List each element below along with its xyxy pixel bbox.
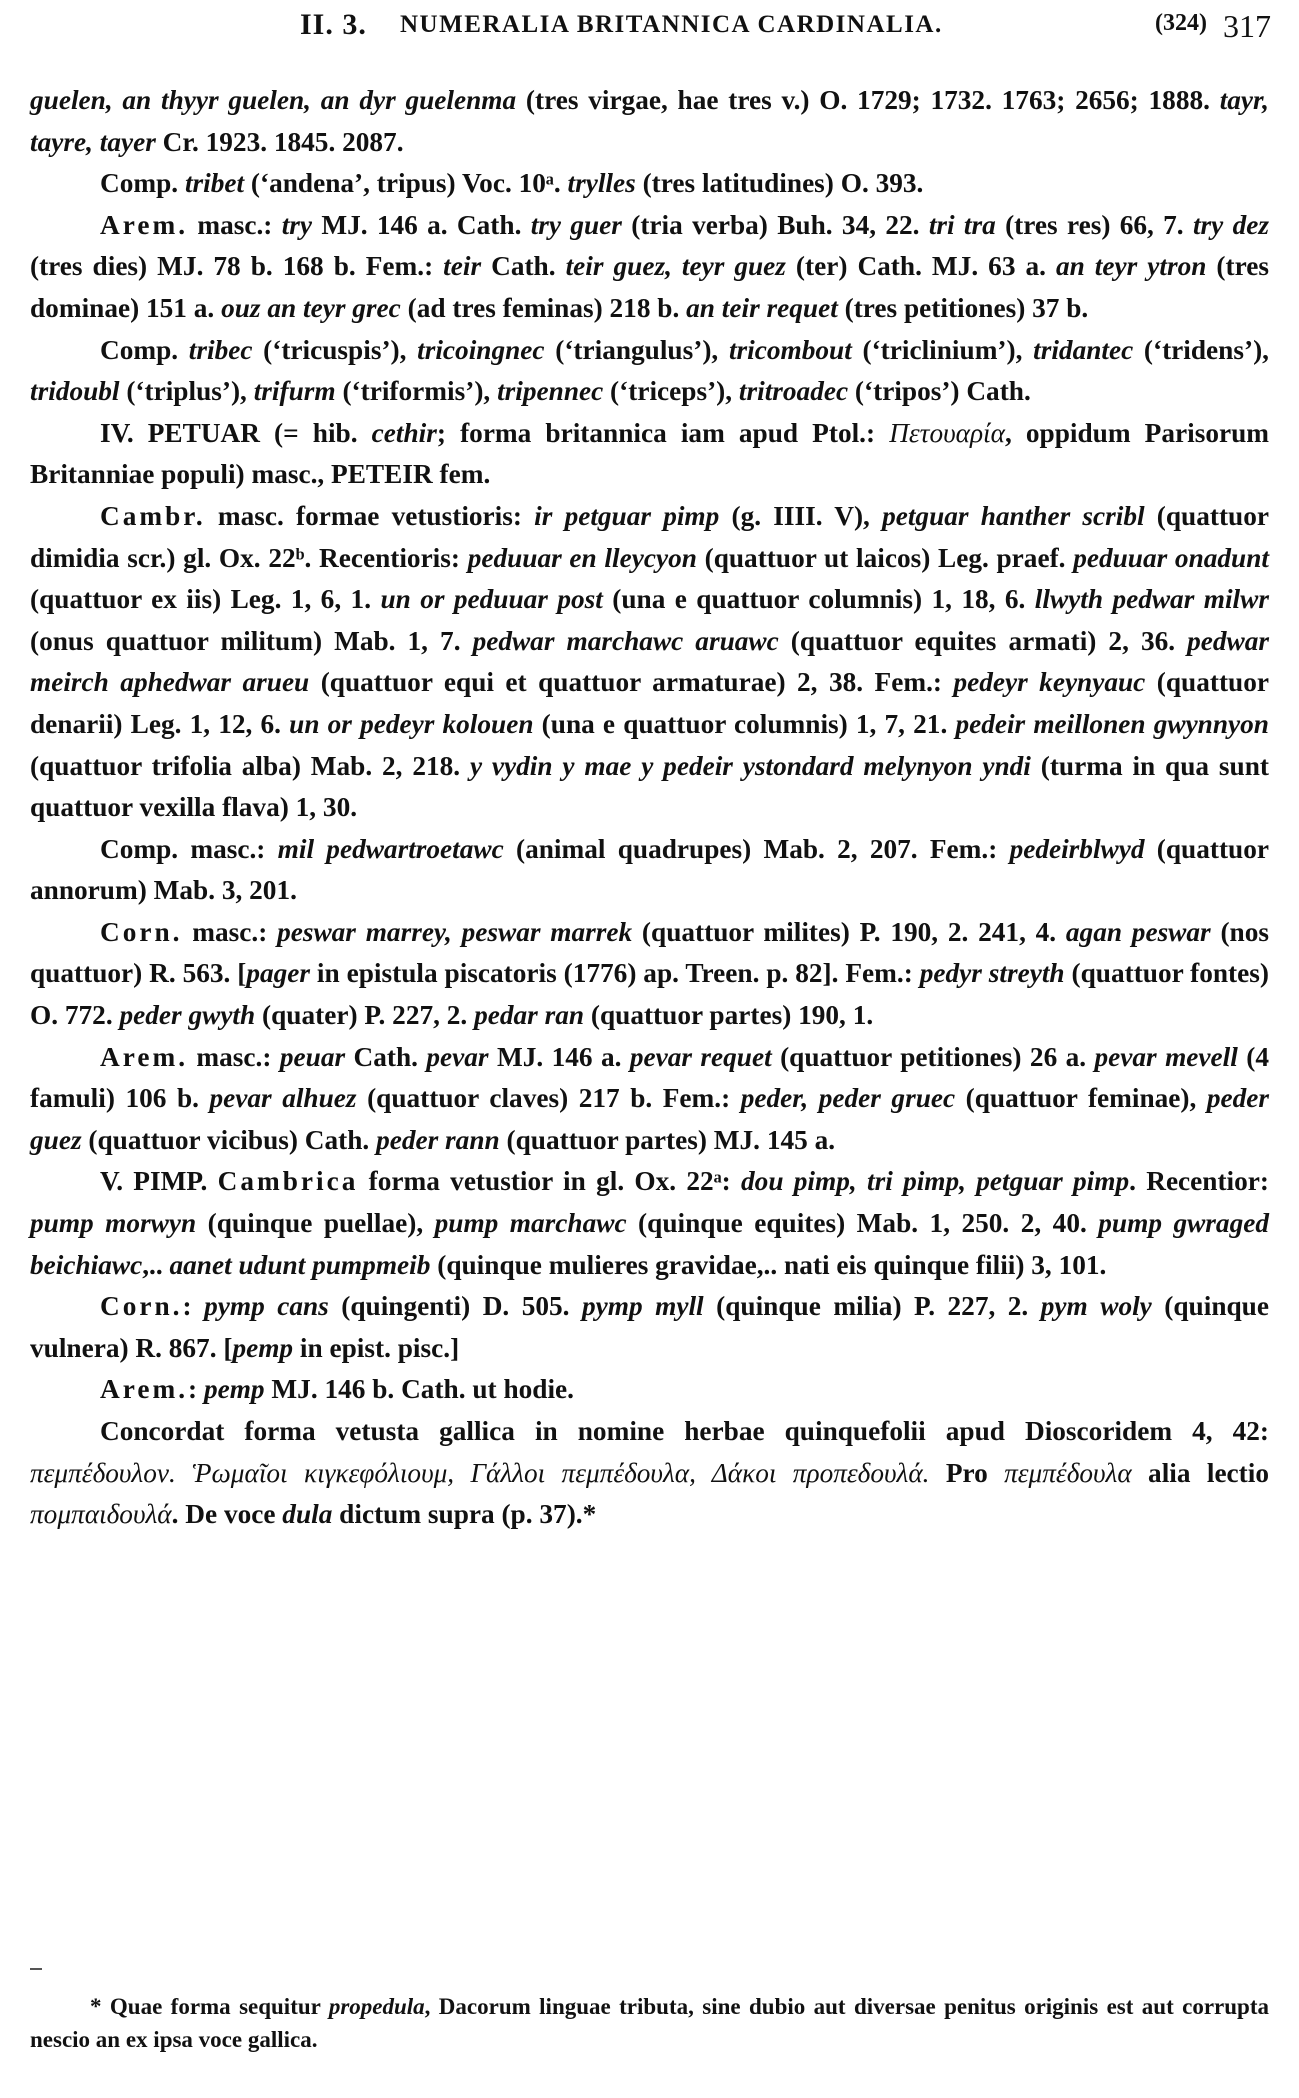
running-head bbox=[30, 8, 1269, 54]
text-run: (tres latitudines) O. 393. bbox=[635, 168, 924, 199]
greek-text: πεμπέδουλα bbox=[1004, 1457, 1132, 1488]
italic-term: try guer bbox=[530, 209, 622, 240]
greek-text: Πετουαρία bbox=[889, 417, 1005, 448]
text-run: (quattuor vicibus) Cath. bbox=[81, 1124, 377, 1155]
italic-term: peduuar en lleycyon bbox=[467, 542, 697, 573]
text-run: in epistula piscatoris (1776) ap. Treen. p. 82]. Fem.: bbox=[310, 958, 920, 989]
text-run: Pro bbox=[929, 1457, 1005, 1488]
language-label: Corn. bbox=[100, 916, 183, 947]
italic-term: pedyr streyth bbox=[919, 958, 1065, 989]
italic-term: un or peduuar post bbox=[380, 584, 603, 615]
italic-term: peduuar onadunt bbox=[1073, 542, 1270, 573]
text-run: (quattuor fontes) O. 772. bbox=[30, 958, 1269, 1031]
text-run: , Dacorum linguae tributa, sine dubio aut diversae penitus originis est aut corrupta nescio an ex ipsa voce gallica. bbox=[30, 1994, 1269, 2052]
footnote-rule bbox=[30, 1968, 42, 1970]
text-run: (quinque mulieres gravidae,.. nati eis quinque filii) 3, 101. bbox=[430, 1249, 1107, 1280]
text-run: (quinque vulnera) R. 867. [ bbox=[30, 1291, 1269, 1363]
text-run: (quattuor annorum) Mab. 3, 201. bbox=[30, 833, 1269, 906]
text-run: (ter) Cath. MJ. 63 a. bbox=[785, 251, 1056, 282]
italic-term: cethir bbox=[371, 417, 437, 448]
text-run: (ad tres feminas) 218 b. bbox=[400, 292, 687, 323]
text-run: (‘triplus’), bbox=[119, 376, 254, 407]
italic-term: llwyth pedwar milwr bbox=[1034, 584, 1269, 615]
text-run: Cr. 1923. 1845. 2087. bbox=[155, 126, 404, 157]
italic-term: peuar bbox=[279, 1041, 346, 1072]
text-run: (4 famuli) 106 b. bbox=[30, 1041, 1269, 1114]
text-run: (quattuor milites) P. 190, 2. 241, 4. bbox=[632, 916, 1066, 947]
italic-term: pevar alhuez bbox=[209, 1083, 357, 1114]
text-run: (quattuor claves) 217 b. Fem.: bbox=[356, 1083, 741, 1114]
text-run: (quattuor trifolia alba) Mab. 2, 218. bbox=[30, 750, 470, 781]
text-run: V. PIMP. bbox=[100, 1166, 218, 1197]
text-run: (quattuor feminae), bbox=[955, 1083, 1207, 1114]
italic-term: try bbox=[281, 209, 313, 240]
text-run: (una e quattuor columnis) 1, 18, 6. bbox=[602, 584, 1035, 615]
italic-term: peswar marrey, peswar marrek bbox=[277, 916, 633, 947]
text-run: (tres dies) MJ. 78 b. 168 b. Fem.: bbox=[30, 251, 444, 282]
italic-term: pedwar marchawc aruawc bbox=[472, 625, 779, 656]
paragraph bbox=[30, 1286, 1269, 1369]
paragraph bbox=[30, 912, 1269, 1037]
text-run: (quattuor partes) MJ. 145 a. bbox=[499, 1124, 836, 1155]
text-run: MJ. 146 b. Cath. ut hodie. bbox=[264, 1374, 574, 1405]
italic-term: guelen, an thyyr guelen, an dyr guelenma bbox=[30, 85, 517, 115]
text-run: (‘triformis’), bbox=[335, 376, 498, 407]
text-run: (‘tripos’) Cath. bbox=[848, 376, 1031, 407]
italic-term: tritroadec bbox=[738, 376, 849, 407]
italic-term: petguar hanther scribl bbox=[882, 500, 1145, 531]
italic-term: agan peswar bbox=[1065, 916, 1211, 947]
italic-term: pymp cans bbox=[204, 1291, 329, 1322]
text-run: (quattuor partes) 190, 1. bbox=[584, 1000, 874, 1031]
italic-term: pevar bbox=[426, 1041, 489, 1072]
text-run: (quattuor equites armati) 2, 36. bbox=[778, 625, 1188, 656]
text-run: (quattuor petitiones) 26 a. bbox=[771, 1041, 1095, 1072]
italic-term: peder gwyth bbox=[119, 1000, 256, 1031]
paragraph bbox=[30, 496, 1269, 829]
italic-term: trylles bbox=[567, 168, 636, 199]
section-number: II. 3. bbox=[300, 8, 367, 41]
language-label: Cambrica bbox=[217, 1166, 359, 1197]
greek-text: πεμπέδουλον. Ῥωμαῖοι κιγκεφόλιουμ, Γάλλοι πεμπέδουλα, Δάκοι προπεδουλά. bbox=[30, 1457, 930, 1488]
paragraph bbox=[30, 80, 1269, 163]
text-run: (tres virgae, hae tres v.) O. 1729; 1732. 1763; 2656; 1888. bbox=[516, 85, 1220, 115]
text-run: Cath. bbox=[481, 251, 566, 282]
italic-term: tridoubl bbox=[30, 376, 120, 407]
text-run: dictum supra (p. 37).* bbox=[332, 1499, 597, 1530]
text-run: masc.: bbox=[188, 1041, 280, 1072]
text-run: (quattuor dimidia scr.) gl. Ox. 22ᵇ. Recentioris: bbox=[30, 500, 1270, 573]
text-run: (onus quattuor militum) Mab. 1, 7. bbox=[30, 625, 473, 656]
language-label: Cambr. bbox=[100, 500, 206, 531]
italic-term: trifurm bbox=[253, 376, 336, 407]
paragraph bbox=[30, 829, 1269, 912]
language-label: Arem. bbox=[100, 209, 189, 240]
italic-term: an teyr ytron bbox=[1055, 251, 1207, 282]
italic-term: tribec bbox=[188, 334, 253, 365]
text-run: (g. IIII. V), bbox=[719, 500, 883, 531]
text-run: MJ. 146 a. bbox=[488, 1041, 630, 1072]
italic-term: mil pedwartroetawc bbox=[277, 833, 504, 864]
text-run: (‘tridens’), bbox=[1133, 334, 1269, 365]
text-run: ,.. bbox=[142, 1249, 170, 1280]
text-run: Comp. bbox=[100, 168, 185, 199]
italic-term: tripennec bbox=[497, 376, 604, 407]
paragraph bbox=[30, 205, 1269, 330]
greek-text: πομπαιδουλά bbox=[30, 1499, 172, 1530]
text-run: (nos quattuor) R. 563. [ bbox=[30, 916, 1269, 989]
text-run: . Recentior: bbox=[1129, 1166, 1269, 1197]
italic-term: pedar ran bbox=[474, 1000, 585, 1031]
italic-term: pevar mevell bbox=[1094, 1041, 1238, 1072]
text-run: (quinque milia) P. 227, 2. bbox=[703, 1291, 1041, 1322]
text-run: Concordat forma vetusta gallica in nomine herbae quinquefolii apud Dioscoridem 4, 42: bbox=[100, 1416, 1269, 1446]
paragraph bbox=[30, 413, 1269, 496]
footnote-paragraph bbox=[30, 1990, 1269, 2056]
italic-term: try dez bbox=[1192, 209, 1269, 240]
text-run: (quattuor ex iis) Leg. 1, 6, 1. bbox=[30, 584, 381, 615]
text-run: (‘andena’, tripus) Voc. 10ᵃ. bbox=[244, 168, 568, 199]
text-run: (quattuor ut laicos) Leg. praef. bbox=[696, 542, 1074, 573]
paragraph bbox=[30, 330, 1269, 413]
text-run: IV. PETUAR (= hib. bbox=[100, 417, 372, 448]
text-run: Comp. masc.: bbox=[100, 833, 278, 864]
text-run: ; forma britannica iam apud Ptol.: bbox=[436, 417, 890, 448]
text-run: (‘tricuspis’), bbox=[252, 334, 418, 365]
text-run: (turma in qua sunt quattuor vexilla flava) 1, 30. bbox=[30, 750, 1269, 823]
italic-term: tayr, tayre, tayer bbox=[30, 85, 1269, 157]
italic-term: tri tra bbox=[928, 209, 996, 240]
italic-term: dula bbox=[282, 1499, 333, 1530]
text-run: (tres res) 66, 7. bbox=[995, 209, 1193, 240]
text-run: in epist. pisc.] bbox=[293, 1332, 460, 1363]
italic-term: ouz an teyr grec bbox=[221, 292, 401, 323]
italic-term: pedwar meirch aphedwar arueu bbox=[30, 625, 1270, 698]
paragraph bbox=[30, 1037, 1269, 1162]
italic-term: peder guez bbox=[30, 1083, 1270, 1155]
text-run: (animal quadrupes) Mab. 2, 207. Fem.: bbox=[503, 833, 1010, 864]
italic-term: tricombout bbox=[728, 334, 852, 365]
text-run: (quinque puellae), bbox=[196, 1208, 435, 1239]
text-run: : bbox=[182, 1291, 205, 1322]
italic-term: peder rann bbox=[376, 1124, 500, 1155]
text-run: forma vetustior in gl. Ox. 22ᵃ: bbox=[358, 1166, 742, 1197]
text-run: masc.: bbox=[188, 209, 282, 240]
italic-term: pump gwraged beichiawc bbox=[30, 1208, 1269, 1280]
italic-term: pevar requet bbox=[629, 1041, 772, 1072]
italic-term: pump morwyn bbox=[30, 1208, 197, 1239]
text-run: (quingenti) D. 505. bbox=[328, 1291, 582, 1322]
paragraph bbox=[30, 1161, 1269, 1286]
text-run: . De voce bbox=[171, 1499, 283, 1530]
italic-term: peder, peder gruec bbox=[740, 1083, 956, 1114]
text-run: alia lectio bbox=[1131, 1457, 1269, 1488]
italic-term: pump marchawc bbox=[434, 1208, 627, 1239]
body-text bbox=[30, 80, 1269, 1536]
italic-term: tricoingnec bbox=[417, 334, 545, 365]
italic-term: teir guez, teyr guez bbox=[565, 251, 786, 282]
text-run: (quattuor denarii) Leg. 1, 12, 6. bbox=[30, 667, 1269, 739]
paragraph bbox=[30, 1411, 1269, 1536]
text-run: , oppidum Parisorum Britanniae populi) masc., PETEIR fem. bbox=[30, 417, 1270, 490]
paragraph bbox=[30, 1369, 1269, 1411]
text-run: (‘triclinium’), bbox=[851, 334, 1034, 365]
italic-term: an teir requet bbox=[686, 292, 838, 323]
italic-term: pemp bbox=[203, 1374, 265, 1405]
page-number: 317 bbox=[1223, 8, 1271, 44]
text-run: (‘triceps’), bbox=[603, 376, 739, 407]
running-title: NUMERALIA BRITANNICA CARDINALIA. bbox=[400, 11, 943, 38]
text-run: (‘triangulus’), bbox=[544, 334, 729, 365]
italic-term: dou pimp, tri pimp, petguar pimp bbox=[741, 1166, 1130, 1197]
italic-term: pedeyr keynyauc bbox=[953, 667, 1146, 698]
italic-term: pymp myll bbox=[581, 1291, 704, 1322]
language-label: Arem. bbox=[100, 1374, 189, 1405]
text-run: (tria verba) Buh. 34, 22. bbox=[621, 209, 929, 240]
text-run: masc.: bbox=[182, 916, 278, 947]
italic-term: pedeirblwyd bbox=[1009, 833, 1145, 864]
italic-term: pager bbox=[246, 958, 311, 989]
text-run: : bbox=[188, 1374, 204, 1405]
italic-term: pemp bbox=[232, 1332, 294, 1363]
italic-term: y vydin y mae y pedeir ystondard melynyon yndi bbox=[469, 750, 1031, 781]
text-run: (una e quattuor columnis) 1, 7, 21. bbox=[533, 708, 956, 739]
italic-term: pym woly bbox=[1040, 1291, 1152, 1322]
italic-term: tridantec bbox=[1033, 334, 1134, 365]
original-page-number: (324) bbox=[1155, 10, 1207, 36]
footnote bbox=[30, 1990, 1269, 2056]
paragraph bbox=[30, 163, 1269, 205]
text-run: (quattuor equi et quattuor armaturae) 2, 38. Fem.: bbox=[309, 667, 954, 698]
text-run: Comp. bbox=[100, 334, 189, 365]
italic-term: un or pedeyr kolouen bbox=[289, 708, 534, 739]
italic-term: propedula bbox=[328, 1994, 425, 2019]
italic-term: aanet udunt pumpmeib bbox=[169, 1249, 431, 1280]
italic-term: pedeir meillonen gwynnyon bbox=[955, 708, 1269, 739]
language-label: Corn. bbox=[100, 1291, 183, 1322]
text-run: MJ. 146 a. Cath. bbox=[312, 209, 531, 240]
language-label: Arem. bbox=[100, 1041, 189, 1072]
text-run: masc. formae vetustioris: bbox=[205, 500, 535, 531]
text-run: (tres dominae) 151 a. bbox=[30, 251, 1269, 323]
text-run: * Quae forma sequitur bbox=[90, 1994, 329, 2019]
text-run: (tres petitiones) 37 b. bbox=[837, 292, 1089, 323]
text-run: (quinque equites) Mab. 1, 250. 2, 40. bbox=[626, 1208, 1099, 1239]
italic-term: ir petguar pimp bbox=[534, 500, 720, 531]
text-run: Cath. bbox=[345, 1041, 427, 1072]
italic-term: teir bbox=[443, 251, 482, 282]
text-run: (quater) P. 227, 2. bbox=[255, 1000, 475, 1031]
italic-term: tribet bbox=[184, 168, 245, 199]
